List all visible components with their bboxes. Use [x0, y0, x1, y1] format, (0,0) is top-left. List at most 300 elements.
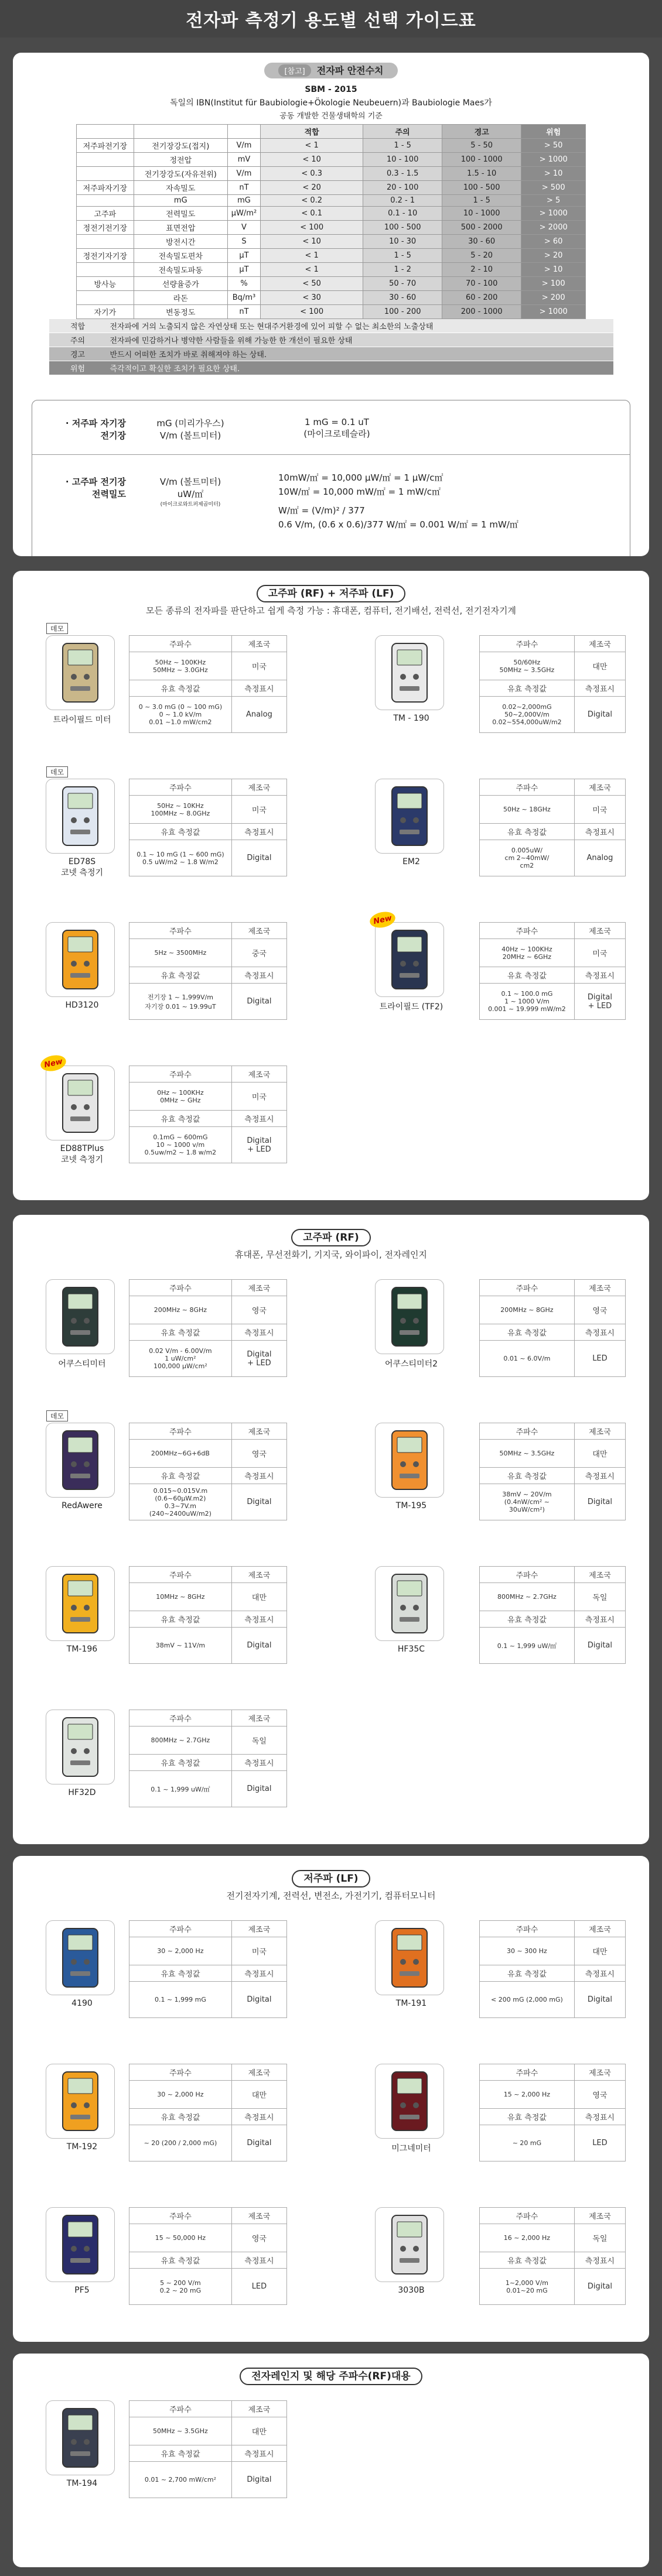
country-value: 미국: [574, 939, 625, 967]
sbm-value: > 2000: [521, 221, 586, 235]
device-card: [35, 1412, 305, 1551]
sbm-parameter: mG: [134, 195, 227, 207]
device-name: 어쿠스티미터: [58, 1359, 106, 1369]
device-photo: [372, 913, 444, 997]
display-label: 측정표시: [574, 2252, 625, 2269]
page-title: 전자파 측정기 용도별 선택 가이드표: [0, 0, 662, 37]
device-name: 3030B: [398, 2286, 425, 2295]
lf-formula-1: 1 mG = 0.1 uT: [305, 417, 369, 427]
sbm-row: [76, 263, 585, 277]
display-label: 측정표시: [231, 1324, 286, 1341]
unit-conversion-box: [32, 400, 630, 556]
device-photo: [375, 2207, 444, 2282]
sbm-value: 1 - 5: [363, 139, 442, 153]
sbm-row: [76, 153, 585, 167]
device-name: EM2: [402, 857, 420, 866]
sbm-value: 60 - 200: [442, 291, 521, 305]
sbm-value: 1 - 5: [363, 249, 442, 263]
country-value: 미국: [574, 796, 625, 824]
range-label: 유효 측정값: [129, 967, 232, 984]
country-label: 제조국: [574, 1567, 625, 1583]
device-name: TM-191: [395, 1999, 427, 2008]
range-label: 유효 측정값: [129, 824, 232, 840]
sbm-parameter: 방전시간: [134, 235, 227, 249]
sbm-category: [76, 195, 134, 207]
country-label: 제조국: [231, 1567, 286, 1583]
device-photo: [375, 1279, 444, 1354]
sbm-row: [76, 235, 585, 249]
sbm-parameter: 표면전압: [134, 221, 227, 235]
display-label: 측정표시: [231, 2445, 286, 2462]
section-rf-lf: [13, 571, 649, 1200]
sbm-value: 500 - 2000: [442, 221, 521, 235]
sbm-value: < 20: [261, 181, 363, 195]
sbm-value: 5 - 50: [442, 139, 521, 153]
sbm-value: 100 - 500: [442, 181, 521, 195]
sbm-value: < 10: [261, 235, 363, 249]
sbm-value: 100 - 500: [363, 221, 442, 235]
freq-label: 주파수: [129, 2064, 232, 2081]
freq-label: 주파수: [480, 779, 575, 796]
sbm-unit: S: [227, 235, 260, 249]
spec-table: [479, 779, 626, 876]
country-label: 제조국: [574, 1921, 625, 1937]
sbm-value: < 1: [261, 139, 363, 153]
sbm-value: < 0.1: [261, 207, 363, 221]
country-value: 미국: [231, 652, 286, 680]
note-key: 경고: [70, 351, 86, 359]
section-rf: [13, 1215, 649, 1844]
display-label: 측정표시: [231, 1611, 286, 1628]
display-label: 측정표시: [574, 1468, 625, 1484]
range-label: 유효 측정값: [480, 2252, 575, 2269]
country-value: 독일: [574, 1583, 625, 1611]
country-label: 제조국: [231, 1710, 286, 1727]
spec-table: [479, 1920, 626, 2018]
range-label: 유효 측정값: [129, 2445, 232, 2462]
range-value: 5 ~ 200 V/m 0.2 ~ 20 mG: [129, 2269, 232, 2305]
country-label: 제조국: [231, 2064, 286, 2081]
section-subtitle: 모든 종류의 전자파를 판단하고 쉽게 측정 가능 : 휴대폰, 컴퓨터, 전기배선, 전력선, 전기전자기계: [146, 605, 516, 616]
country-label: 제조국: [231, 1921, 286, 1937]
device-name: TM-195: [395, 1501, 427, 1510]
country-value: 영국: [231, 1296, 286, 1324]
note-row: [49, 347, 613, 361]
sbm-value: 200 - 1000: [442, 305, 521, 319]
sbm-value: > 1000: [521, 305, 586, 319]
range-label: 유효 측정값: [480, 967, 575, 984]
range-label: 유효 측정값: [129, 680, 232, 697]
sbm-value: 30 - 60: [363, 291, 442, 305]
spec-table: [129, 922, 287, 1020]
range-value: 0.01 ~ 6.0V/m: [480, 1341, 575, 1377]
country-label: 제조국: [574, 923, 625, 939]
device-name: HD3120: [65, 1001, 99, 1010]
freq-label: 주파수: [129, 1280, 232, 1296]
freq-label: 주파수: [129, 1567, 232, 1583]
sbm-unit: mV: [227, 153, 260, 167]
spec-table: [479, 2207, 626, 2305]
country-value: 중국: [231, 939, 286, 967]
rf-unit-1: V/m (볼트미터): [159, 477, 221, 487]
section-title: 전자레인지 및 해당 주파수(RF)대용: [240, 2368, 422, 2385]
sbm-value: 50 - 70: [363, 277, 442, 291]
sbm-value: > 50: [521, 139, 586, 153]
country-label: 제조국: [574, 779, 625, 796]
freq-value: 30 ~ 2,000 Hz: [129, 1937, 232, 1965]
display-value: Digital: [231, 1628, 286, 1664]
device-card: [35, 2064, 305, 2193]
device-name: 트라이필드 (TF2): [379, 1002, 443, 1012]
sbm-value: > 60: [521, 235, 586, 249]
sbm-value: 70 - 100: [442, 277, 521, 291]
device-card: [35, 1710, 305, 1838]
device-card: [35, 1057, 305, 1194]
range-value: 전기장 1 ~ 1,999V/m 자기장 0.01 ~ 19.99uT: [129, 984, 232, 1020]
sbm-row: [76, 195, 585, 207]
display-label: 측정표시: [231, 2252, 286, 2269]
reference-tag: [참고]: [278, 64, 310, 77]
spec-table: [129, 1566, 287, 1664]
sbm-value: < 30: [261, 291, 363, 305]
device-photo: [46, 1710, 115, 1784]
freq-label: 주파수: [480, 923, 575, 939]
display-label: 측정표시: [231, 680, 286, 697]
display-label: 측정표시: [574, 967, 625, 984]
spec-table: [479, 1279, 626, 1377]
freq-value: 5Hz ~ 3500MHz: [129, 939, 232, 967]
display-label: 측정표시: [231, 967, 286, 984]
sbm-category: [76, 153, 134, 167]
sbm-value: > 10: [521, 263, 586, 277]
range-value: 0.02~2,000mG 50~2,000V/m 0.02~554,000uW/m2: [480, 697, 575, 733]
freq-label: 주파수: [480, 1921, 575, 1937]
device-card: [364, 913, 634, 1051]
device-name: TM - 190: [393, 714, 429, 723]
freq-value: 0Hz ~ 100KHz 0MHz ~ GHz: [129, 1083, 232, 1111]
device-card: [35, 1279, 305, 1408]
device-photo: [375, 779, 444, 854]
rf-formula-3: W/㎡ = (V/m)² / 377: [278, 505, 365, 516]
range-value: 38mV ~ 20V/m (0.4nW/cm² ~ 30uW/cm²): [480, 1484, 575, 1520]
freq-value: 50Hz ~ 10KHz 100MHz ~ 8.0GHz: [129, 796, 232, 824]
note-text: 전자파에 거의 노출되지 않은 자연상태 또는 현대주거환경에 있어 피할 수 없는 최소한의 노출상태: [110, 323, 434, 331]
range-label: 유효 측정값: [480, 1611, 575, 1628]
freq-label: 주파수: [480, 1423, 575, 1440]
sbm-value: 10 - 100: [363, 153, 442, 167]
country-value: 독일: [574, 2224, 625, 2252]
device-photo: [46, 625, 115, 710]
range-value: 0.1 ~ 1,999 uW/㎡: [129, 1771, 232, 1807]
country-value: 대만: [231, 2417, 286, 2445]
sbm-value: 100 - 1000: [442, 153, 521, 167]
rf-formula-2: 10W/㎡ = 10,000 mW/㎡ = 1 mW/c㎡: [278, 487, 441, 497]
sbm-category: 저주파자기장: [76, 181, 134, 195]
spec-table: [129, 2400, 287, 2498]
device-photo: [375, 1423, 444, 1498]
device-card: [35, 1566, 305, 1695]
device-card: [35, 1920, 305, 2049]
device-name: 4190: [71, 1999, 93, 2008]
range-label: 유효 측정값: [480, 1324, 575, 1341]
sbm-category: 저주파전기장: [76, 139, 134, 153]
device-photo: [46, 922, 115, 997]
freq-label: 주파수: [129, 2208, 232, 2224]
country-value: 대만: [231, 1583, 286, 1611]
sbm-row: [76, 139, 585, 153]
freq-label: 주파수: [129, 923, 232, 939]
spec-table: [479, 1566, 626, 1664]
sbm-row: [76, 291, 585, 305]
country-label: 제조국: [231, 1066, 286, 1083]
device-card: [35, 768, 305, 907]
display-value: LED: [574, 2125, 625, 2161]
sbm-category: 정전기자기장: [76, 249, 134, 263]
display-value: Digital + LED: [231, 1341, 286, 1377]
device-photo: [375, 1566, 444, 1641]
sbm-value: 10 - 1000: [442, 207, 521, 221]
country-label: 제조국: [231, 779, 286, 796]
sbm-parameter: 변동정도: [134, 305, 227, 319]
sbm-category: [76, 235, 134, 249]
display-value: Digital + LED: [574, 984, 625, 1020]
freq-label: 주파수: [480, 1567, 575, 1583]
sbm-unit: %: [227, 277, 260, 291]
sbm-unit: μT: [227, 263, 260, 277]
country-value: 대만: [574, 1937, 625, 1965]
range-value: 0.1 ~ 100.0 mG 1 ~ 1000 V/m 0.001 ~ 19.999 mW/m2: [480, 984, 575, 1020]
sbm-value: 30 - 60: [442, 235, 521, 249]
sbm-header-cell: 적합: [261, 125, 363, 139]
country-label: 제조국: [574, 2208, 625, 2224]
country-value: 영국: [231, 1440, 286, 1468]
sbm-unit: V: [227, 221, 260, 235]
country-label: 제조국: [231, 1423, 286, 1440]
display-value: LED: [574, 1341, 625, 1377]
sbm-subtitle: 독일의 IBN(Institut für Baubiologie+Ökologie Neubeuern)과 Baubiologie Maes가: [170, 98, 492, 108]
device-name: PF5: [74, 2286, 90, 2295]
range-value: 0.1 ~ 10 mG (1 ~ 600 mG) 0.5 uW/m2 ~ 1.8 W/m2: [129, 840, 232, 876]
spec-table: [129, 635, 287, 733]
lf-field-label-2: 전기장: [100, 430, 126, 441]
sbm-value: < 10: [261, 153, 363, 167]
sbm-value: 1 - 5: [442, 195, 521, 207]
device-photo: [46, 1920, 115, 1995]
note-text: 반드시 어떠한 조치가 바로 취해져야 하는 상태.: [110, 351, 267, 359]
sbm-unit: μW/m²: [227, 207, 260, 221]
note-row: [49, 361, 613, 375]
reference-title-text: 전자파 안전수치: [316, 65, 384, 76]
freq-label: 주파수: [129, 636, 232, 652]
display-value: Analog: [231, 697, 286, 733]
display-label: 측정표시: [574, 1611, 625, 1628]
sbm-unit: V/m: [227, 139, 260, 153]
display-value: Digital: [231, 2462, 286, 2498]
sbm-value: > 20: [521, 249, 586, 263]
range-value: ~ 20 (200 / 2,000 mG): [129, 2125, 232, 2161]
note-key: 위험: [70, 365, 86, 374]
demo-tag: 데모: [46, 623, 68, 634]
range-label: 유효 측정값: [480, 824, 575, 840]
device-name: 미그네미터: [391, 2144, 431, 2153]
device-name: 어쿠스티미터2: [384, 1359, 438, 1369]
sbm-row: [76, 277, 585, 291]
sbm-value: < 0.3: [261, 167, 363, 181]
sbm-parameter: 전속밀도편차: [134, 249, 227, 263]
freq-value: 30 ~ 2,000 Hz: [129, 2081, 232, 2109]
country-value: 독일: [231, 1727, 286, 1755]
freq-value: 800MHz ~ 2.7GHz: [480, 1583, 575, 1611]
range-label: 유효 측정값: [129, 1611, 232, 1628]
sbm-value: 10 - 30: [363, 235, 442, 249]
sbm-value: 0.3 - 1.5: [363, 167, 442, 181]
spec-table: [129, 1066, 287, 1163]
note-text: 전자파에 민감하거나 병약한 사람들을 위해 가능한 한 개선이 필요한 상태: [110, 337, 353, 345]
freq-value: 15 ~ 50,000 Hz: [129, 2224, 232, 2252]
display-label: 측정표시: [574, 1324, 625, 1341]
display-value: Digital: [231, 1484, 286, 1520]
range-value: 0 ~ 3.0 mG (0 ~ 100 mG) 0 ~ 1.0 kV/m 0.01 ~1.0 mW/cm2: [129, 697, 232, 733]
sbm-header-cell: 위험: [521, 125, 586, 139]
freq-value: 40Hz ~ 100KHz 20MHz ~ 6GHz: [480, 939, 575, 967]
freq-value: 50Hz ~ 18GHz: [480, 796, 575, 824]
device-photo: [46, 1412, 115, 1498]
sbm-value: < 1: [261, 263, 363, 277]
sbm-category: 고주파: [76, 207, 134, 221]
country-label: 제조국: [574, 636, 625, 652]
freq-value: 50/60Hz 50MHz ~ 3.5GHz: [480, 652, 575, 680]
device-card: [35, 2207, 305, 2336]
range-label: 유효 측정값: [129, 2109, 232, 2125]
sbm-parameter: 자속밀도: [134, 181, 227, 195]
sbm-value: < 0.2: [261, 195, 363, 207]
display-value: Digital: [231, 2125, 286, 2161]
country-label: 제조국: [231, 2208, 286, 2224]
country-value: 미국: [231, 1937, 286, 1965]
section-title: 고주파 (RF): [291, 1229, 370, 1246]
range-value: 0.1mG ~ 600mG 10 ~ 1000 v/m 0.5uw/m2 ~ 1.8 w/m2: [129, 1127, 232, 1163]
sbm-value: < 100: [261, 221, 363, 235]
device-card: [364, 2064, 634, 2193]
range-value: 0.015~0.015V.m (0.6~60µW.m2) 0.3~7V.m (240~2400uW/m2): [129, 1484, 232, 1520]
lf-unit-1: mG (미리가우스): [156, 418, 224, 429]
spec-table: [129, 1710, 287, 1807]
sbm-value: 1.5 - 10: [442, 167, 521, 181]
sbm-category: 자기가: [76, 305, 134, 319]
device-name: ED78S 코넷 측정기: [60, 857, 104, 878]
sbm-unit: nT: [227, 181, 260, 195]
freq-label: 주파수: [129, 1710, 232, 1727]
device-name: TM-192: [66, 2142, 98, 2152]
range-label: 유효 측정값: [129, 1965, 232, 1982]
device-card: [364, 635, 634, 764]
range-label: 유효 측정값: [129, 2252, 232, 2269]
sbm-value: > 5: [521, 195, 586, 207]
device-photo: [46, 768, 115, 854]
device-name: HF32D: [68, 1788, 96, 1797]
device-name: TM-196: [66, 1645, 98, 1654]
range-value: < 200 mG (2,000 mG): [480, 1982, 575, 2018]
sbm-unit: μT: [227, 249, 260, 263]
country-label: 제조국: [231, 2401, 286, 2417]
rf-field-label: · 고주파 전기장: [65, 477, 126, 487]
display-value: Digital: [231, 1982, 286, 2018]
spec-table: [479, 922, 626, 1020]
country-label: 제조국: [574, 1423, 625, 1440]
sbm-parameter: 전기장강도(접지): [134, 139, 227, 153]
device-card: [35, 2400, 305, 2529]
sbm-unit: V/m: [227, 167, 260, 181]
country-label: 제조국: [231, 923, 286, 939]
section-microwave: [13, 2354, 649, 2567]
country-value: 대만: [574, 652, 625, 680]
display-label: 측정표시: [231, 1965, 286, 1982]
lf-unit-2: V/m (볼트미터): [159, 430, 221, 441]
freq-label: 주파수: [129, 779, 232, 796]
demo-tag: 데모: [46, 1410, 68, 1421]
display-label: 측정표시: [574, 680, 625, 697]
sbm-title: SBM - 2015: [305, 85, 357, 94]
sbm-value: 0.1 - 10: [363, 207, 442, 221]
sbm-value: 100 - 200: [363, 305, 442, 319]
freq-label: 주파수: [480, 2064, 575, 2081]
sbm-row: [76, 181, 585, 195]
sbm-value: > 1000: [521, 153, 586, 167]
freq-value: 30 ~ 300 Hz: [480, 1937, 575, 1965]
spec-table: [129, 2064, 287, 2161]
freq-label: 주파수: [129, 1066, 232, 1083]
section-lf: [13, 1856, 649, 2342]
section-title: 고주파 (RF) + 저주파 (LF): [257, 585, 406, 602]
new-badge: New: [368, 910, 397, 930]
range-value: 1~2,000 V/m 0.01~20 mG: [480, 2269, 575, 2305]
sbm-category: [76, 263, 134, 277]
rf-formula-1: 10mW/㎡ = 10,000 μW/㎡ = 1 μW/c㎡: [278, 472, 443, 483]
country-value: 대만: [231, 2081, 286, 2109]
sbm-unit: Bq/m³: [227, 291, 260, 305]
sbm-value: 1 - 2: [363, 263, 442, 277]
device-card: [364, 2207, 634, 2336]
section-title: 저주파 (LF): [292, 1870, 370, 1888]
sbm-unit: nT: [227, 305, 260, 319]
device-photo: [375, 1920, 444, 1995]
spec-table: [129, 1279, 287, 1377]
spec-table: [129, 779, 287, 876]
sbm-value: > 500: [521, 181, 586, 195]
reference-panel: [13, 53, 649, 556]
device-card: [364, 1920, 634, 2049]
sbm-row: [76, 221, 585, 235]
country-value: 영국: [574, 2081, 625, 2109]
country-value: 미국: [231, 1083, 286, 1111]
sbm-category: 정전기전기장: [76, 221, 134, 235]
freq-label: 주파수: [480, 2208, 575, 2224]
sbm-parameter: 정전압: [134, 153, 227, 167]
freq-value: 200MHz ~ 8GHz: [480, 1296, 575, 1324]
freq-value: 50MHz ~ 3.5GHz: [129, 2417, 232, 2445]
sbm-value: > 200: [521, 291, 586, 305]
rf-unit-3: (마이크로와트퍼제곱미터): [160, 502, 221, 508]
new-badge: New: [39, 1053, 67, 1074]
device-name: RedAwere: [62, 1501, 103, 1510]
range-label: 유효 측정값: [129, 1755, 232, 1771]
sbm-row: [76, 167, 585, 181]
section-subtitle: 전기전자기계, 전력선, 변전소, 가전기기, 컴퓨터모니터: [226, 1890, 436, 1901]
freq-value: 800MHz ~ 2.7GHz: [129, 1727, 232, 1755]
freq-label: 주파수: [129, 2401, 232, 2417]
display-value: Digital: [574, 1982, 625, 2018]
sbm-value: > 1000: [521, 207, 586, 221]
